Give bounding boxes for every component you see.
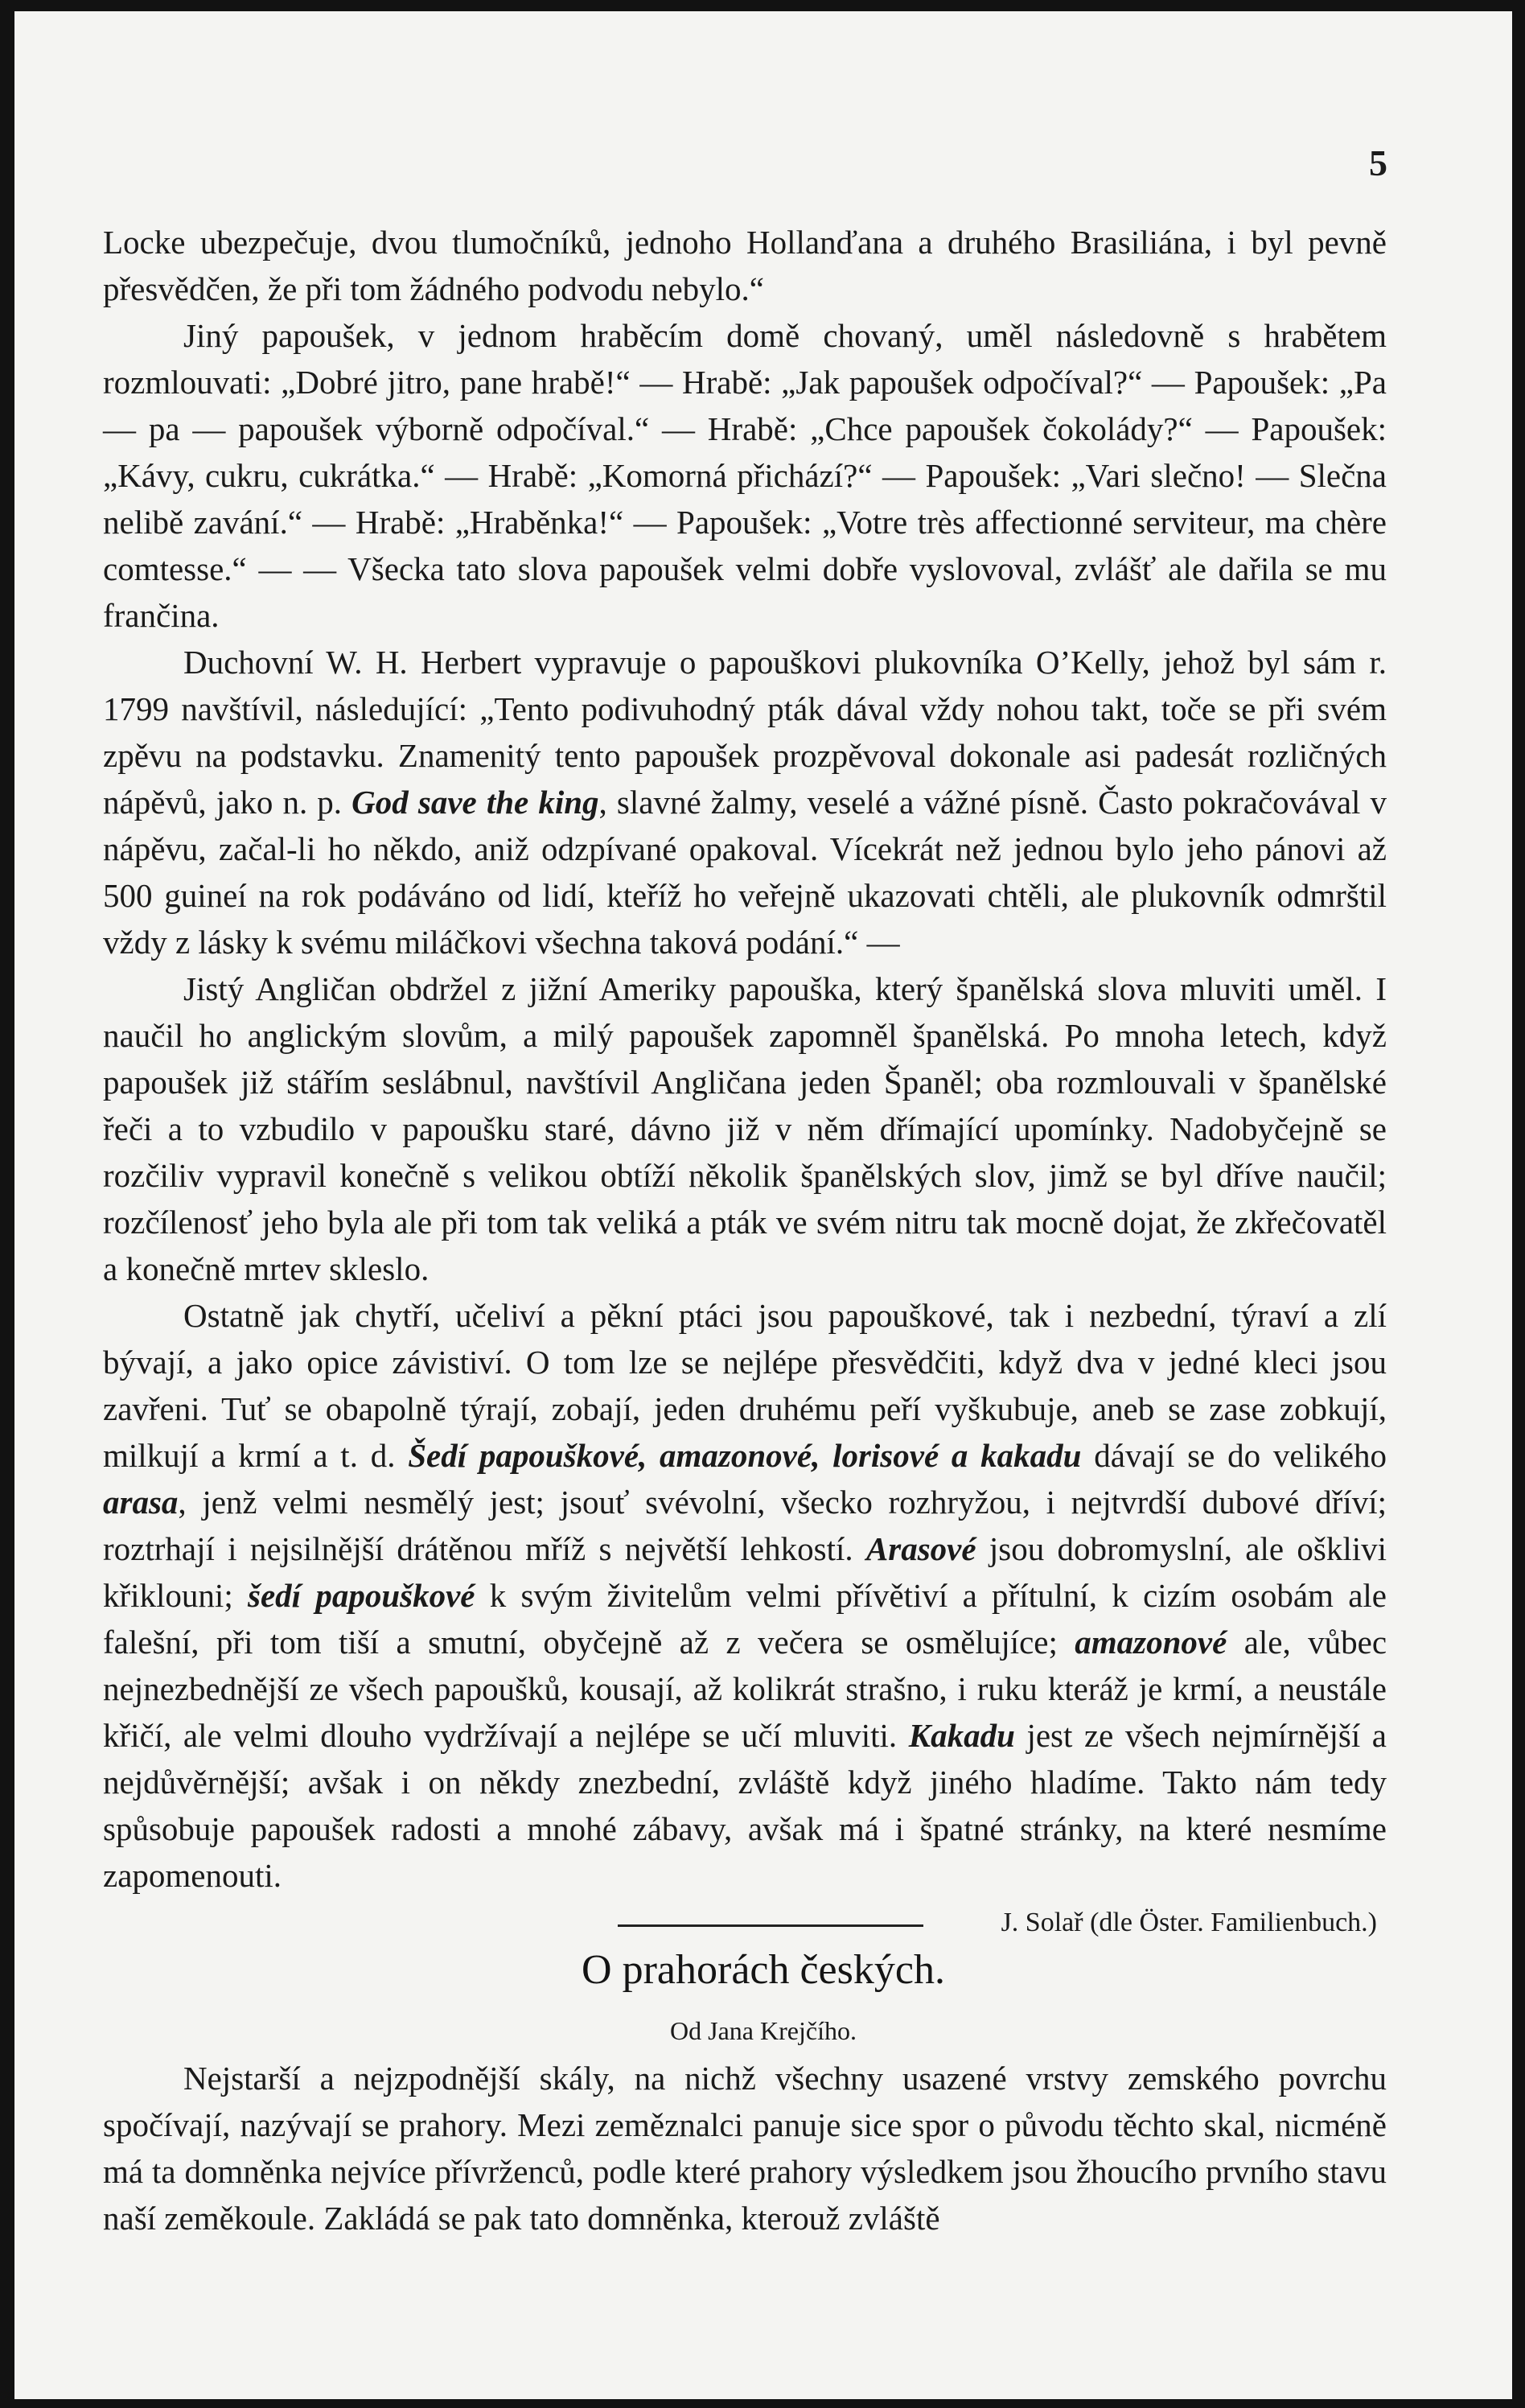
paragraph-1: Locke ubezpečuje, dvou tlumočníků, jednoho Hollanďana a druhého Brasiliána, i byl pevně přesvědčen, že při tom žádného podvodu nebylo.“: [103, 224, 1387, 307]
emphasis-amazonove: amazonové: [1075, 1624, 1227, 1661]
signature: J. Solař (dle Öster. Familienbuch.): [1001, 1908, 1377, 1937]
section-divider: [618, 1924, 923, 1927]
page-number: 5: [1369, 142, 1387, 183]
paragraph-2: Jiný papoušek, v jednom hraběcím domě chovaný, uměl následovně s hrabětem rozmlouvati: „Dobré jitro, pane hrabě!“ — Hrabě: „Jak papoušek odpočíval?“ — Papoušek: „Pa — pa — papoušek výborně odpočíval.“ — Hrabě: „Chce papoušek čokolády?“ — Papoušek: „Kávy, cukru, cukrátka.“ — Hrabě: „Komorná přichází?“ — Papoušek: „Vari slečno! — Slečna nelibě zavání.“ — Hrabě: „Hraběnka!“ — Papoušek: „Votre très affectionné serviteur, ma chère comtesse.“ — — Všecka tato slova papoušek velmi dobře vyslovoval, zvlášť ale dařila se mu frančina.: [103, 317, 1387, 634]
emphasis-parrot-kinds: Šedí papouškové, amazonové, lorisové a kakadu: [408, 1437, 1082, 1474]
paragraph-5-text-f: ale, vůbec nejnezbednější ze všech papoušků, kousají, až kolikrát strašno, i ruku kteráž je krmí, a neustále křičí, ale velmi dlouho vydržívají a nejlépe se učí mluviti.: [103, 1624, 1387, 1754]
paragraph-3-text-b: , slavné žalmy, veselé a vážné písně. Často pokračovával v nápěvu, začal-li ho někdo, aniž odzpívané opakoval. Vícekrát než jednou bylo jeho pánovi až 500 guineí na rok podáváno od lidí, kteříž ho veřejně ukazovati chtěli, ale plukovník odmrštil vždy z lásky k svému miláčkovi všechna taková podání.“ —: [103, 784, 1387, 961]
body-text: [103, 219, 1387, 1947]
paragraph-5-text-b: dávají se do velikého: [1094, 1437, 1387, 1474]
article-title: O prahorách českých.: [582, 1947, 945, 1993]
paragraph-5-text-g: jest ze všech nejmírnější a nejdůvěrnější; avšak i on někdy znezbední, zvláště když jiného hladíme. Takto nám tedy spůsobuje papoušek radosti a mnohé zábavy, avšak má i špatné stránky, na které nesmíme zapomenouti.: [103, 1717, 1387, 1894]
paragraph-5-text-a: Ostatně jak chytří, učeliví a pěkní ptáci jsou papouškové, tak i nezbední, týraví a zlí bývají, a jako opice závistiví. O tom lze se nejlépe přesvědčiti, když dva v jedné kleci jsou zavřeni. Tuť se obapolně týrají, zobají, jeden druhému peří vyškubuje, aneb se zase zobkují, milkují a krmí a t. d.: [103, 1297, 1387, 1474]
paragraph-3-text-a: Duchovní W. H. Herbert vypravuje o papouškovi plukovníka O’Kelly, jehož byl sám r. 1799 navštívil, následující: „Tento podivuhodný pták dával vždy nohou takt, toče se při svém zpěvu na podstavku. Znamenitý tento papoušek prozpěvoval dokonale asi padesát rozličných nápěvů, jako n. p.: [103, 644, 1387, 821]
paragraph-5-text-e: k svým živitelům velmi přívětiví a přítulní, k cizím osobám ale falešní, při tom tiší a smutní, obyčejně až z večera se osmělujíce;: [103, 1577, 1387, 1661]
paragraph-5: [103, 1292, 1387, 1899]
emphasis-arasa: arasa: [103, 1484, 179, 1521]
song-title: God save the king: [351, 784, 599, 821]
paragraph-3: [103, 639, 1387, 965]
emphasis-kakadu: Kakadu: [908, 1717, 1015, 1754]
emphasis-sedi-papouskove: šedí papouškové: [248, 1577, 475, 1614]
paragraph-5-text-d: jsou dobromyslní, ale ošklivi křiklouni;: [103, 1530, 1387, 1614]
paragraph-4: Jistý Angličan obdržel z jižní Ameriky papouška, který španělská slova mluviti uměl. I naučil ho anglickým slovům, a milý papoušek zapomněl španělská. Po mnoha letech, když papoušek již stářím seslábnul, navštívil Angličana jeden Španěl; oba rozmlouvali v španělské řeči a to vzbudilo v papoušku staré, dávno již v něm dřímající upomínky. Nadobyčejně se rozčiliv vypravil konečně s velikou obtíží několik španělských slov, jimž se byl dříve naučil; rozčílenosť jeho byla ale při tom tak veliká a pták ve svém nitru tak mocně dojat, že zkřečovatěl a konečně mrtev skleslo.: [103, 970, 1387, 1287]
article-text: Nejstarší a nejzpodnější skály, na nichž všechny usazené vrstvy zemského povrchu spočívají, nazývají se prahory. Mezi zeměznalci panuje sice spor o původu těchto skal, nicméně má ta domněnka nejvíce přívrženců, podle které prahory výsledkem jsou žhoucího prvního stavu naší zeměkoule. Zakládá se pak tato domněnka, kterouž zvláště: [103, 2060, 1387, 2237]
emphasis-arasove: Arasové: [865, 1530, 976, 1567]
paragraph-5-text-c: , jenž velmi nesmělý jest; jsouť svévolní, všecko rozhryžou, i nejtvrdší dubové dříví; roztrhají i nejsilnější drátěnou mříž s největší lehkostí.: [103, 1484, 1387, 1567]
scanned-page: [14, 11, 1512, 2399]
article-byline: Od Jana Krejčího.: [670, 2016, 857, 2045]
